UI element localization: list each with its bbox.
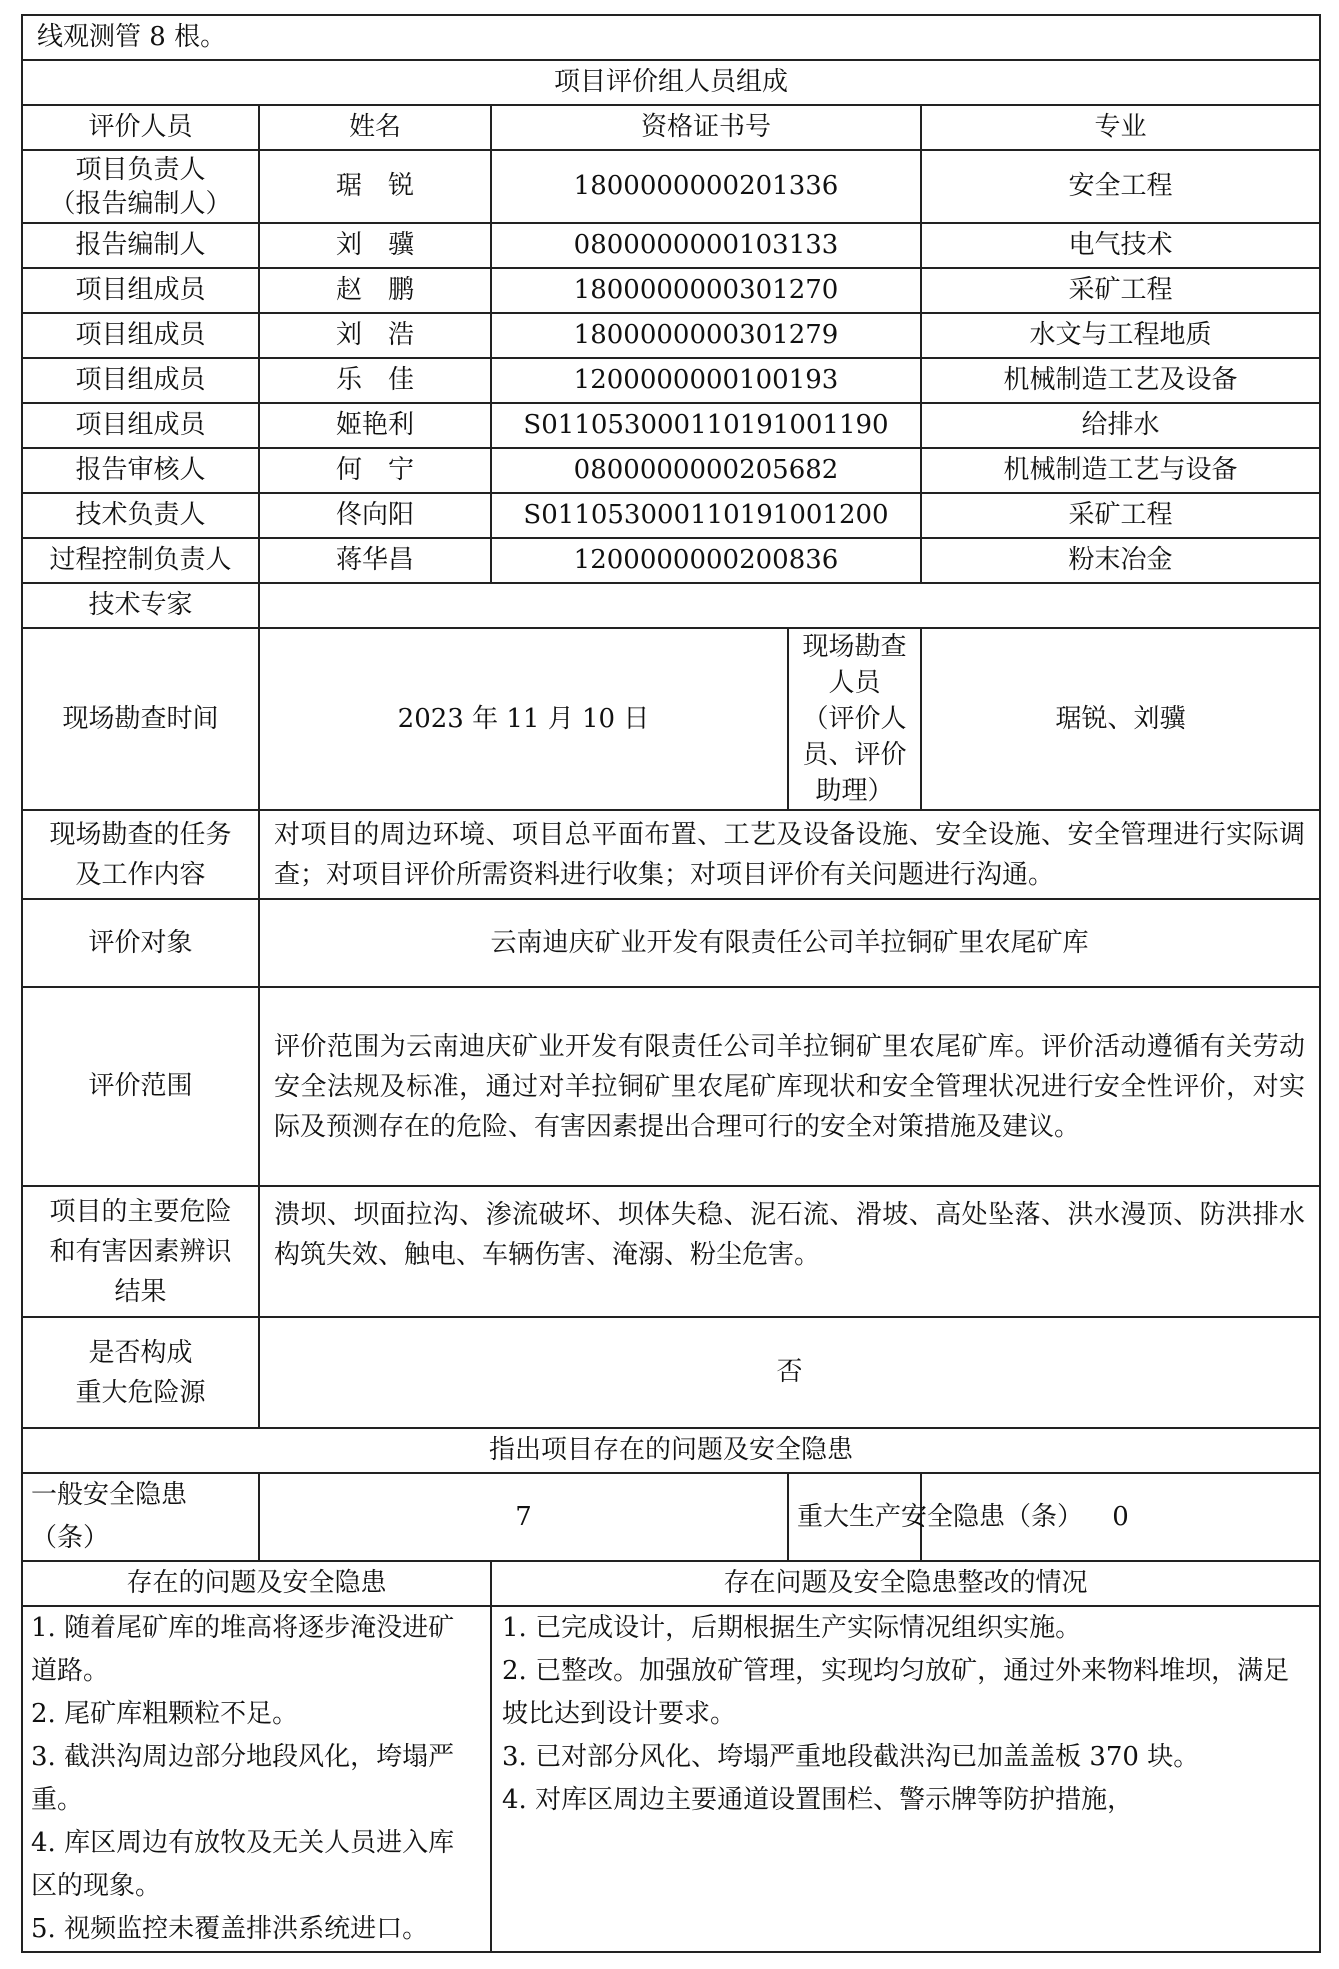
member-major: 粉末冶金	[921, 538, 1320, 583]
member-role: 项目组成员	[22, 268, 259, 313]
member-cert: 0800000000205682	[491, 448, 921, 493]
survey-time-label: 现场勘查时间	[22, 628, 259, 810]
member-role: 报告编制人	[22, 223, 259, 268]
table-row	[22, 358, 1320, 403]
member-major: 采矿工程	[921, 493, 1320, 538]
survey-time-value: 2023 年 11 月 10 日	[259, 628, 788, 810]
hazards-text: 溃坝、坝面拉沟、渗流破坏、坝体失稳、泥石流、滑坡、高处坠落、洪水漫顶、防洪排水构筑失效、触电、车辆伤害、淹溺、粉尘危害。	[259, 1186, 1320, 1317]
header-role: 评价人员	[22, 105, 259, 150]
issues-list	[22, 1606, 491, 1952]
survey-people-value: 琚锐、刘骥	[921, 628, 1320, 810]
survey-people-label: 现场勘查人员 （评价人员、评价助理）	[788, 628, 921, 810]
list-item: 2. 尾矿库粗颗粒不足。	[31, 1699, 299, 1729]
member-name: 刘 浩	[259, 313, 491, 358]
table-row	[22, 448, 1320, 493]
table-row	[22, 150, 1320, 223]
hazards-label: 项目的主要危险 和有害因素辨识 结果	[22, 1186, 259, 1317]
table-row	[22, 223, 1320, 268]
member-name: 何 宁	[259, 448, 491, 493]
issues-header: 存在的问题及安全隐患	[22, 1561, 491, 1606]
table-row	[22, 403, 1320, 448]
member-role: 技术负责人	[22, 493, 259, 538]
member-role: 报告审核人	[22, 448, 259, 493]
table-row	[22, 268, 1320, 313]
member-role: 项目负责人 （报告编制人）	[22, 150, 259, 223]
member-cert: 1200000000100193	[491, 358, 921, 403]
member-name: 乐 佳	[259, 358, 491, 403]
object-text: 云南迪庆矿业开发有限责任公司羊拉铜矿里农尾矿库	[259, 899, 1320, 987]
member-major: 采矿工程	[921, 268, 1320, 313]
issues-title: 指出项目存在的问题及安全隐患	[22, 1428, 1320, 1473]
fixes-header: 存在问题及安全隐患整改的情况	[491, 1561, 1320, 1606]
general-hazard-label: 一般安全隐患（条）	[22, 1473, 259, 1561]
member-major: 电气技术	[921, 223, 1320, 268]
list-item: 4. 对库区周边主要通道设置围栏、警示牌等防护措施，	[502, 1785, 1134, 1815]
major-hazard-count: 0	[921, 1473, 1320, 1561]
list-item: 5. 视频监控未覆盖排洪系统进口。	[31, 1914, 429, 1944]
member-major: 安全工程	[921, 150, 1320, 223]
header-name: 姓名	[259, 105, 491, 150]
major-hazard-value: 否	[259, 1317, 1320, 1428]
table-row	[22, 493, 1320, 538]
tech-expert-value	[259, 583, 1320, 628]
member-major: 机械制造工艺及设备	[921, 358, 1320, 403]
list-item: 3. 截洪沟周边部分地段风化，垮塌严重。	[31, 1742, 455, 1815]
header-major: 专业	[921, 105, 1320, 150]
member-name: 姬艳利	[259, 403, 491, 448]
intro-line: 线观测管 8 根。	[22, 15, 1320, 60]
member-major: 机械制造工艺与设备	[921, 448, 1320, 493]
list-item: 3. 已对部分风化、垮塌严重地段截洪沟已加盖盖板 370 块。	[502, 1742, 1200, 1772]
member-name: 刘 骥	[259, 223, 491, 268]
member-role: 项目组成员	[22, 313, 259, 358]
member-cert: 1800000000301279	[491, 313, 921, 358]
list-item: 4. 库区周边有放牧及无关人员进入库区的现象。	[31, 1828, 455, 1901]
member-role: 项目组成员	[22, 403, 259, 448]
member-cert: S011053000110191001190	[491, 403, 921, 448]
object-label: 评价对象	[22, 899, 259, 987]
member-cert: 1200000000200836	[491, 538, 921, 583]
member-role: 过程控制负责人	[22, 538, 259, 583]
table-row	[22, 538, 1320, 583]
member-cert: 1800000000301270	[491, 268, 921, 313]
list-item: 1. 已完成设计，后期根据生产实际情况组织实施。	[502, 1613, 1082, 1643]
member-major: 给排水	[921, 403, 1320, 448]
member-cert: 0800000000103133	[491, 223, 921, 268]
member-role: 项目组成员	[22, 358, 259, 403]
member-name: 蒋华昌	[259, 538, 491, 583]
scope-label: 评价范围	[22, 987, 259, 1186]
member-name: 赵 鹏	[259, 268, 491, 313]
team-title: 项目评价组人员组成	[22, 60, 1320, 105]
header-cert: 资格证书号	[491, 105, 921, 150]
scope-text: 评价范围为云南迪庆矿业开发有限责任公司羊拉铜矿里农尾矿库。评价活动遵循有关劳动安全法规及标准，通过对羊拉铜矿里农尾矿库现状和安全管理状况进行安全性评价，对实际及预测存在的危险、有害因素提出合理可行的安全对策措施及建议。	[259, 987, 1320, 1186]
member-name: 琚 锐	[259, 150, 491, 223]
member-cert: S011053000110191001200	[491, 493, 921, 538]
fixes-list	[491, 1606, 1320, 1952]
table-row	[22, 313, 1320, 358]
evaluation-table	[21, 14, 1321, 1953]
member-name: 佟向阳	[259, 493, 491, 538]
member-cert: 1800000000201336	[491, 150, 921, 223]
major-hazard-count-label: 重大生产安全隐患（条）	[788, 1473, 921, 1561]
major-hazard-label: 是否构成 重大危险源	[22, 1317, 259, 1428]
tech-expert-label: 技术专家	[22, 583, 259, 628]
list-item: 1. 随着尾矿库的堆高将逐步淹没进矿道路。	[31, 1613, 455, 1686]
member-major: 水文与工程地质	[921, 313, 1320, 358]
report-page	[21, 14, 1319, 1953]
task-label: 现场勘查的任务 及工作内容	[22, 810, 259, 899]
general-hazard-count: 7	[259, 1473, 788, 1561]
task-text: 对项目的周边环境、项目总平面布置、工艺及设备设施、安全设施、安全管理进行实际调查；对项目评价所需资料进行收集；对项目评价有关问题进行沟通。	[259, 810, 1320, 899]
list-item: 2. 已整改。加强放矿管理，实现均匀放矿，通过外来物料堆坝，满足坡比达到设计要求。	[502, 1656, 1290, 1729]
